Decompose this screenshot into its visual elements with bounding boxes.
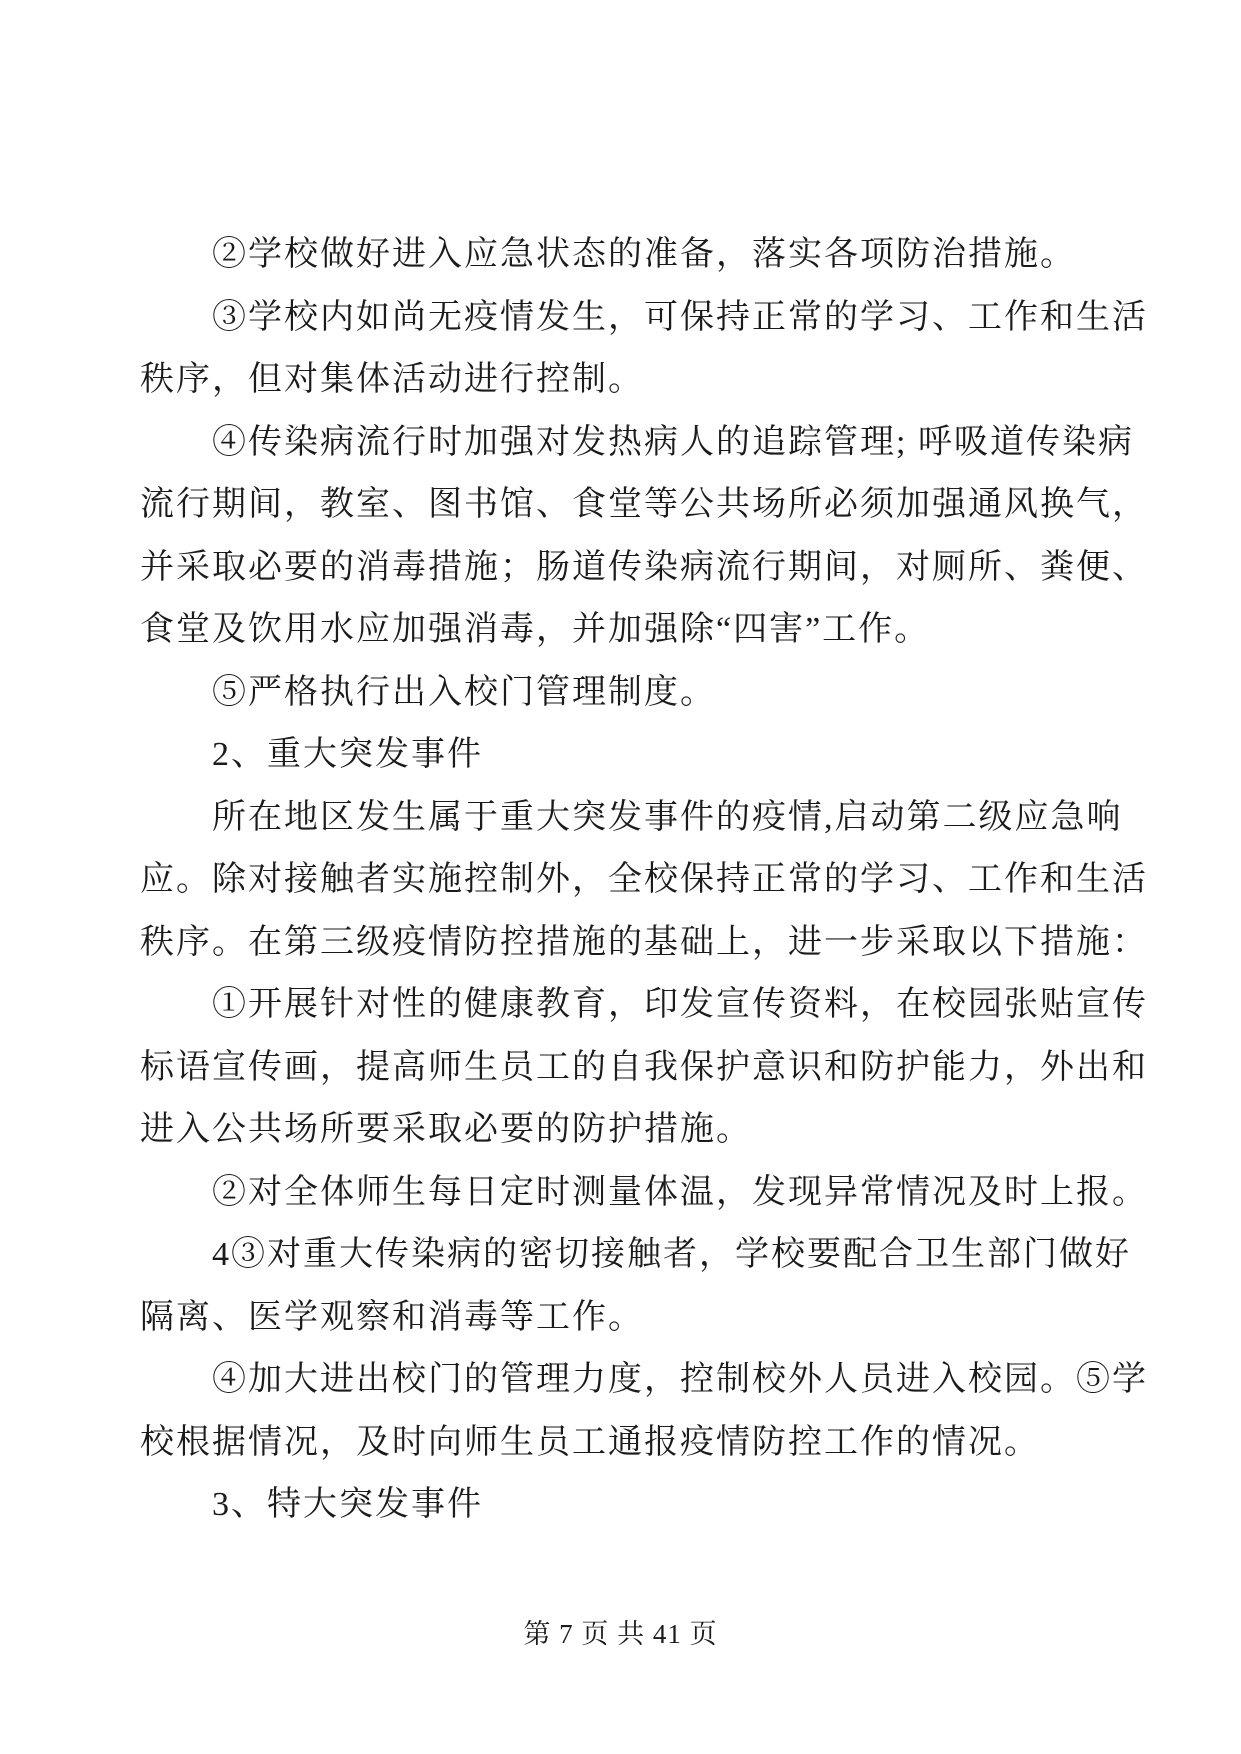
- text-line: ④传染病流行时加强对发热病人的追踪管理; 呼吸道传染病: [212, 423, 1134, 461]
- text-line: 流行期间，教室、图书馆、食堂等公共场所必须加强通风换气，: [140, 486, 1148, 523]
- text-line: 应。除对接触者实施控制外，全校保持正常的学习、工作和生活: [140, 861, 1148, 898]
- text-line: ⑤严格执行出入校门管理制度。: [212, 673, 716, 711]
- text-line: 进入公共场所要采取必要的防护措施。: [140, 1111, 752, 1148]
- page-footer: [0, 1607, 1241, 1661]
- text-line: ②对全体师生每日定时测量体温，发现异常情况及时上报。: [212, 1173, 1148, 1211]
- text-line: 食堂及饮用水应加强消毒，并加强除“四害”工作。: [140, 611, 931, 648]
- text-line: 3、特大突发事件: [212, 1486, 483, 1523]
- text-line: 所在地区发生属于重大突发事件的疫情,启动第二级应急响: [212, 798, 1123, 836]
- text-line: ④加大进出校门的管理力度，控制校外人员进入校园。⑤学: [212, 1361, 1148, 1398]
- text-line: 校根据情况，及时向师生员工通报疫情防控工作的情况。: [140, 1423, 1040, 1461]
- page-number-text: 第 7 页 共 41 页: [523, 1619, 718, 1649]
- text-line: ①开展针对性的健康教育，印发宣传资料，在校园张贴宣传: [212, 986, 1148, 1023]
- text-line: 4③对重大传染病的密切接触者，学校要配合卫生部门做好: [212, 1236, 1131, 1273]
- text-line: 2、重大突发事件: [212, 736, 483, 773]
- text-line: 标语宣传画，提高师生员工的自我保护意识和防护能力，外出和: [140, 1048, 1148, 1086]
- text-line: 并采取必要的消毒措施；肠道传染病流行期间，对厕所、粪便、: [140, 548, 1148, 586]
- text-line: 隔离、医学观察和消毒等工作。: [140, 1298, 644, 1336]
- text-line: 秩序。在第三级疫情防控措施的基础上，进一步采取以下措施：: [140, 923, 1148, 961]
- text-line: ③学校内如尚无疫情发生，可保持正常的学习、工作和生活: [212, 298, 1148, 336]
- document-body: [140, 224, 1148, 1537]
- text-line: ②学校做好进入应急状态的准备，落实各项防治措施。: [212, 236, 1076, 273]
- text-line: 秩序，但对集体活动进行控制。: [140, 361, 644, 398]
